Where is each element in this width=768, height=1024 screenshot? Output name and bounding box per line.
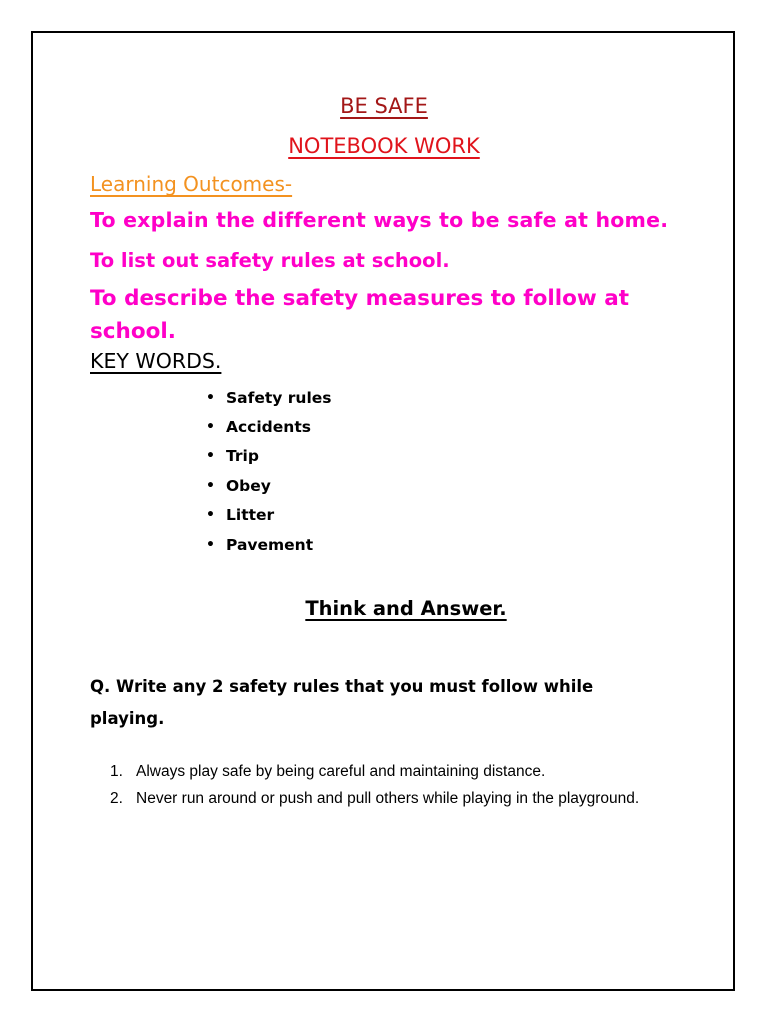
key-words-list [206,383,332,559]
bullet-icon: • [206,536,215,553]
key-word-label: Trip [226,447,259,466]
question-text: Q. Write any 2 safety rules that you must follow while playing. [90,677,594,728]
answer-number: 2. [110,790,123,807]
learning-outcome-1: To explain the different ways to be safe at home. [90,208,669,232]
answer-item [110,785,670,812]
learning-outcome-2: To list out safety rules at school. [90,249,450,272]
key-word-item [206,530,332,559]
key-word-label: Safety rules [226,388,332,407]
key-word-item [206,501,332,530]
key-word-item [206,383,332,412]
learning-outcomes-heading: Learning Outcomes- [90,172,293,196]
key-words-heading: KEY WORDS. [90,349,222,373]
bullet-icon: • [206,389,215,406]
key-word-item [206,442,332,471]
bullet-icon: • [206,448,215,465]
bullet-icon: • [206,477,215,494]
key-word-label: Accidents [226,418,311,437]
answer-text: Never run around or push and pull others while playing in the playground. [136,790,640,807]
key-word-label: Obey [226,476,271,495]
answer-item [110,758,670,785]
key-word-item [206,412,332,441]
answer-number: 1. [110,763,123,780]
bullet-icon: • [206,507,215,524]
key-word-label: Pavement [226,535,314,554]
page-title: BE SAFE [340,94,428,118]
key-word-item [206,471,332,500]
learning-outcome-3: To describe the safety measures to follow at school. [90,286,630,344]
think-and-answer-heading: Think and Answer. [305,597,507,620]
answer-text: Always play safe by being careful and maintaining distance. [136,763,546,780]
answers-list [110,758,670,812]
key-word-label: Litter [226,506,275,525]
bullet-icon: • [206,419,215,436]
page-subtitle: NOTEBOOK WORK [288,134,480,158]
